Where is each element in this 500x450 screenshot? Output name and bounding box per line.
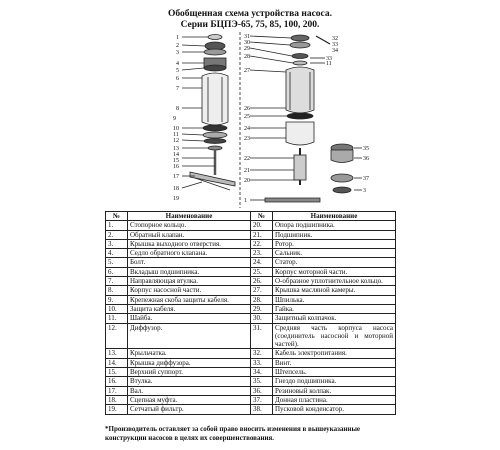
part-number-left: 15. <box>106 368 128 377</box>
part-name-right: Штепсель. <box>273 368 396 377</box>
part-name-right: Средняя часть корпуса насоса (соединитель насосной и моторной частей). <box>273 323 396 349</box>
part-number-left: 16. <box>106 377 128 386</box>
part-name-right: Донная пластина. <box>273 395 396 404</box>
callout-11r: 11 <box>326 61 332 67</box>
callout-18: 18 <box>173 186 179 192</box>
table-row <box>106 377 396 386</box>
part-number-left: 12. <box>106 323 128 349</box>
part-number-right: 34. <box>251 368 273 377</box>
callout-22: 22 <box>244 156 250 162</box>
part-name-right: Ротор. <box>273 239 396 248</box>
table-row <box>106 358 396 367</box>
part-number-left: 1. <box>106 221 128 230</box>
callout-20: 20 <box>244 178 250 184</box>
callout-29: 29 <box>244 46 250 52</box>
part-name-left: Седло обратного клапана. <box>128 249 251 258</box>
header-num-left: № <box>106 212 128 221</box>
part-name-right: Статор. <box>273 258 396 267</box>
part-name-left: Защита кабеля. <box>128 304 251 313</box>
part-number-left: 8. <box>106 286 128 295</box>
table-row <box>106 395 396 404</box>
part-number-left: 2. <box>106 230 128 239</box>
part-name-left: Крышка диффузора. <box>128 358 251 367</box>
callout-2: 2 <box>176 43 179 49</box>
header-name-right: Наименование <box>273 212 396 221</box>
part-name-left: Втулка. <box>128 377 251 386</box>
callout-4: 4 <box>176 61 179 67</box>
part-number-right: 36. <box>251 386 273 395</box>
callout-13: 13 <box>173 146 179 152</box>
part-number-right: 20. <box>251 221 273 230</box>
part-number-right: 26. <box>251 277 273 286</box>
page-subtitle: Серии БЦПЭ-65, 75, 85, 100, 200. <box>180 20 320 30</box>
part-name-left: Корпус насосной части. <box>128 286 251 295</box>
callout-16: 16 <box>173 164 179 170</box>
part-number-left: 13. <box>106 349 128 358</box>
table-row <box>106 277 396 286</box>
part-name-left: Болт. <box>128 258 251 267</box>
part-name-right: Сальник. <box>273 249 396 258</box>
callout-24: 24 <box>244 126 250 132</box>
table-row <box>106 349 396 358</box>
callout-23: 23 <box>244 136 250 142</box>
callout-1: 1 <box>176 35 179 41</box>
pump-exploded-diagram <box>140 30 370 210</box>
part-number-right: 35. <box>251 377 273 386</box>
part-name-right: Защитный колпачок. <box>273 314 396 323</box>
part-name-right: О-образное уплотнительное кольцо. <box>273 277 396 286</box>
callout-9: 9 <box>173 116 176 122</box>
part-name-right: Крышка масляной камеры. <box>273 286 396 295</box>
callout-36: 36 <box>363 156 369 162</box>
callout-31: 31 <box>244 34 250 40</box>
table-header-row <box>106 212 396 221</box>
callout-30: 30 <box>244 40 250 46</box>
part-number-left: 4. <box>106 249 128 258</box>
part-number-left: 7. <box>106 277 128 286</box>
part-number-left: 18. <box>106 395 128 404</box>
callout-19: 19 <box>173 196 179 202</box>
table-row <box>106 405 396 414</box>
part-number-left: 9. <box>106 295 128 304</box>
part-number-left: 10. <box>106 304 128 313</box>
callout-33b: 33 <box>326 56 332 62</box>
part-number-right: 31. <box>251 323 273 349</box>
table-row <box>106 286 396 295</box>
part-name-right: Гайка. <box>273 304 396 313</box>
part-name-right: Шпилька. <box>273 295 396 304</box>
table-row <box>106 267 396 276</box>
part-name-right: Винт. <box>273 358 396 367</box>
table-row <box>106 295 396 304</box>
part-number-left: 11. <box>106 314 128 323</box>
part-number-right: 21. <box>251 230 273 239</box>
callout-17: 17 <box>173 174 179 180</box>
part-name-right: Кабель электропитания. <box>273 349 396 358</box>
part-name-left: Вал. <box>128 386 251 395</box>
callout-27: 27 <box>244 68 250 74</box>
callout-3r: 3 <box>363 188 366 194</box>
part-number-left: 3. <box>106 239 128 248</box>
table-row <box>106 314 396 323</box>
callout-10: 10 <box>173 126 179 132</box>
part-name-right: Корпус моторной части. <box>273 267 396 276</box>
callout-34: 34 <box>332 48 338 54</box>
part-name-right: Резиновый колпак. <box>273 386 396 395</box>
callout-32: 32 <box>332 36 338 42</box>
part-name-left: Сетчатый фильтр. <box>128 405 251 414</box>
callout-8: 8 <box>176 106 179 112</box>
part-number-left: 19. <box>106 405 128 414</box>
table-row <box>106 230 396 239</box>
page-title: Обобщенная схема устройства насоса. <box>167 9 333 19</box>
table-row <box>106 258 396 267</box>
callout-15: 15 <box>173 158 179 164</box>
table-row <box>106 304 396 313</box>
callout-6: 6 <box>176 76 179 82</box>
table-row <box>106 239 396 248</box>
part-number-right: 22. <box>251 239 273 248</box>
part-name-left: Обратный клапан. <box>128 230 251 239</box>
callout-14: 14 <box>173 152 179 158</box>
part-number-right: 28. <box>251 295 273 304</box>
part-name-left: Крепежная скоба защиты кабеля. <box>128 295 251 304</box>
callout-33: 33 <box>332 42 338 48</box>
part-name-right: Пусковой конденсатор. <box>273 405 396 414</box>
part-name-left: Диффузор. <box>128 323 251 349</box>
part-number-right: 25. <box>251 267 273 276</box>
part-name-left: Стопорное кольцо. <box>128 221 251 230</box>
part-number-right: 37. <box>251 395 273 404</box>
part-number-right: 23. <box>251 249 273 258</box>
callout-28: 28 <box>244 54 250 60</box>
table-row <box>106 249 396 258</box>
part-name-left: Сцепная муфта. <box>128 395 251 404</box>
callout-21: 21 <box>244 168 250 174</box>
callout-3: 3 <box>176 50 179 56</box>
footnote <box>105 425 405 443</box>
part-number-right: 24. <box>251 258 273 267</box>
callout-11: 11 <box>173 132 179 138</box>
part-name-right: Подшипник. <box>273 230 396 239</box>
part-number-right: 30. <box>251 314 273 323</box>
table-row <box>106 368 396 377</box>
callout-1r: 1 <box>244 198 247 204</box>
part-name-left: Верхний суппорт. <box>128 368 251 377</box>
part-number-left: 14. <box>106 358 128 367</box>
callout-25: 25 <box>244 114 250 120</box>
header-num-right: № <box>251 212 273 221</box>
part-number-right: 27. <box>251 286 273 295</box>
callout-35: 35 <box>363 146 369 152</box>
footnote-line-2: конструкции насосов в целях их совершенствования. <box>105 434 275 442</box>
part-name-left: Шайба. <box>128 314 251 323</box>
table-row <box>106 323 396 349</box>
part-number-left: 6. <box>106 267 128 276</box>
part-name-left: Крышка выходного отверстия. <box>128 239 251 248</box>
part-name-left: Вкладыш подшипника. <box>128 267 251 276</box>
part-number-left: 17. <box>106 386 128 395</box>
part-name-left: Крыльчатка. <box>128 349 251 358</box>
part-name-right: Опора подшипника. <box>273 221 396 230</box>
parts-table <box>105 211 396 415</box>
callout-7: 7 <box>176 86 179 92</box>
header-name-left: Наименование <box>128 212 251 221</box>
part-name-left: Направляющая втулка. <box>128 277 251 286</box>
callout-5: 5 <box>176 68 179 74</box>
table-row <box>106 386 396 395</box>
table-row <box>106 221 396 230</box>
part-number-right: 32. <box>251 349 273 358</box>
footnote-line-1: *Производитель оставляет за собой право вносить изменения в вышеуказанные <box>105 425 361 433</box>
part-name-right: Гнездо подшипника. <box>273 377 396 386</box>
part-number-right: 38. <box>251 405 273 414</box>
part-number-right: 29. <box>251 304 273 313</box>
callout-12: 12 <box>173 138 179 144</box>
callout-37: 37 <box>363 176 369 182</box>
callout-26: 26 <box>244 106 250 112</box>
part-number-left: 5. <box>106 258 128 267</box>
part-number-right: 33. <box>251 358 273 367</box>
